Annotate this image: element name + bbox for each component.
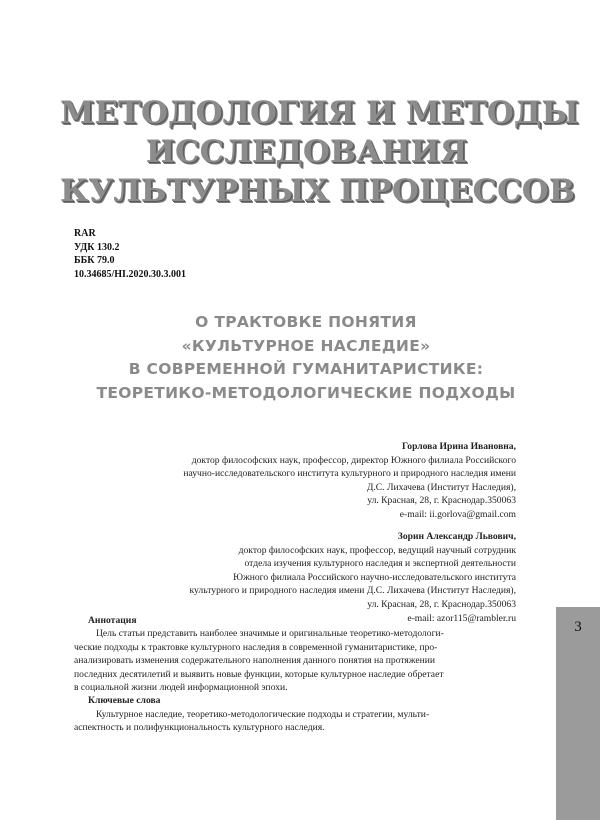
page-number-tab: [556, 607, 600, 820]
keywords-line: аспектность и полифункциональность культурного наследия.: [74, 722, 325, 734]
author-email: e-mail: azor115@rambler.ru: [407, 612, 516, 624]
author-detail-line: Южного филиала Российского научно-исследовательского института: [233, 571, 516, 583]
abstract-line: последних десятилетий и выявить новые функции, которые культурное наследие обретает: [74, 668, 444, 680]
author-detail-line: ул. Красная, 28, г. Краснодар.350063: [367, 598, 516, 610]
rar-code: RAR: [74, 228, 96, 239]
abstract-line: ческие подходы к трактовке культурного наследия в современной гуманитаристике, про-: [74, 641, 438, 653]
abstract-section: [74, 614, 517, 735]
author-detail-line: доктор философских наук, профессор, ведущий научный сотрудник: [238, 544, 516, 556]
abstract-text: [74, 627, 517, 694]
abstract-line: Цель статьи представить наиболее значимые и оригинальные теоретико-методологи-: [96, 628, 444, 640]
keywords-line: Культурное наследие, теоретико-методологические подходы и стратегии, мульти-: [96, 708, 430, 720]
bbk-code: ББК 79.0: [74, 255, 115, 266]
author-detail-line: ул. Красная, 28, г. Краснодар.350063: [367, 495, 516, 507]
section-title-line: КУЛЬТУРНЫХ ПРОЦЕССОВ: [60, 173, 575, 209]
author-block: [56, 530, 516, 625]
abstract-line: в социальной жизни людей информационной эпохи.: [74, 682, 288, 694]
author-detail-line: отдела изучения культурного наследия и экспертной деятельности: [244, 558, 516, 570]
page-number: 3: [574, 619, 582, 635]
author-name: Горлова Ирина Ивановна,: [402, 441, 516, 452]
keywords-heading: Ключевые слова: [88, 695, 161, 707]
keywords-text: [74, 708, 517, 735]
author-detail-line: доктор философских наук, профессор, директор Южного филиала Российского: [191, 454, 516, 466]
abstract-line: анализировать изменения содержательного наполнения данного понятия на протяжении: [74, 655, 436, 667]
udk-code: УДК 130.2: [74, 241, 120, 253]
doi-code: 10.34685/HI.2020.30.3.001: [74, 268, 186, 280]
article-title: [56, 311, 556, 405]
section-title: [60, 94, 579, 211]
author-detail-line: Д.С. Лихачева (Институт Наследия),: [366, 481, 516, 493]
section-title-line: МЕТОДОЛОГИЯ И МЕТОДЫ: [60, 95, 579, 131]
abstract-heading: Аннотация: [88, 615, 137, 626]
classification-codes: [74, 227, 186, 281]
author-block: [56, 440, 516, 522]
author-email: e-mail: ii.gorlova@gmail.com: [399, 508, 516, 520]
author-detail-line: культурного и природного наследия имени Д.С. Лихачева (Институт Наследия),: [189, 585, 516, 597]
author-name: Зорин Александр Львович,: [397, 531, 516, 542]
author-detail-line: научно-исследовательского института культурного и природного наследия имени: [183, 468, 516, 480]
article-title-line: О ТРАКТОВКЕ ПОНЯТИЯ: [195, 313, 417, 331]
article-title-line: В СОВРЕМЕННОЙ ГУМАНИТАРИСТИКЕ:: [128, 360, 484, 378]
article-title-line: «КУЛЬТУРНОЕ НАСЛЕДИЕ»: [181, 336, 431, 355]
section-title-line: ИССЛЕДОВАНИЯ: [145, 134, 468, 170]
article-title-line: ТЕОРЕТИКО-МЕТОДОЛОГИЧЕСКИЕ ПОДХОДЫ: [96, 383, 516, 402]
